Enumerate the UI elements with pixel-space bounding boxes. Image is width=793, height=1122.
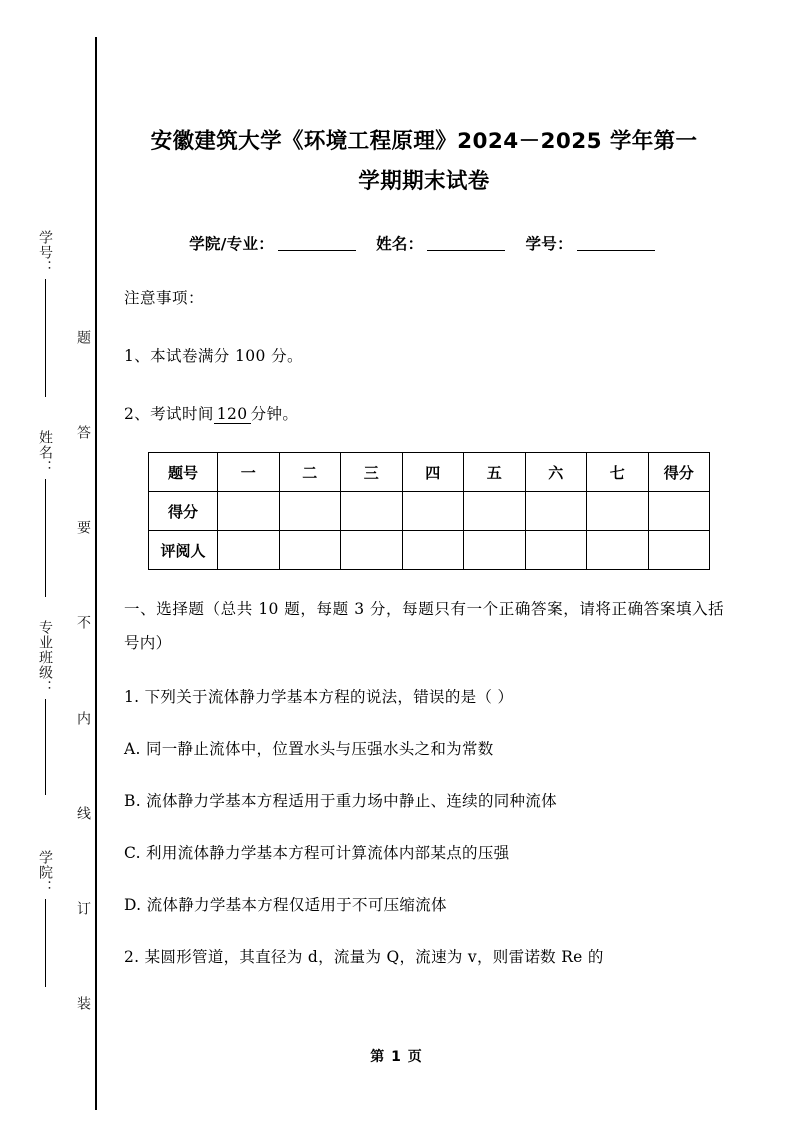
table-row xyxy=(149,492,710,531)
question-section-title: 一、选择题（总共 10 题，每题 3 分，每题只有一个正确答案，请将正确答案填入括号内） xyxy=(124,600,724,652)
binding-field-college[interactable] xyxy=(28,850,62,987)
student-id-input[interactable] xyxy=(577,250,655,251)
binding-field-label: 专业班级： xyxy=(37,620,53,695)
score-table-cell[interactable] xyxy=(525,492,587,531)
page-title-line-1: 安徽建筑大学《环境工程原理》2024－2025 学年第一 xyxy=(150,129,698,154)
binding-margin xyxy=(0,0,100,1122)
binding-field-label: 姓名： xyxy=(37,430,53,475)
binding-field-label: 学院： xyxy=(37,850,53,895)
score-table-cell: 得分 xyxy=(648,453,710,492)
page-title xyxy=(124,0,724,202)
notice-duration-value: 120 xyxy=(214,405,251,424)
binding-inner-char: 内 xyxy=(75,710,91,725)
binding-inner-char: 不 xyxy=(75,615,91,630)
score-table-cell[interactable] xyxy=(648,492,710,531)
binding-inner-char: 线 xyxy=(75,805,91,820)
notice-item-duration xyxy=(124,366,724,424)
exam-content xyxy=(124,0,724,972)
binding-inner-char: 答 xyxy=(75,425,91,440)
name-label: 姓名： xyxy=(376,235,424,253)
score-table-cell[interactable] xyxy=(218,531,280,570)
college-major-input[interactable] xyxy=(278,250,356,251)
score-table-row-header: 题号 xyxy=(149,453,218,492)
score-table-cell[interactable] xyxy=(464,531,526,570)
question-stem-1: 1. 下列关于流体静力学基本方程的说法，错误的是（ ） xyxy=(124,688,514,706)
binding-field-student-id[interactable] xyxy=(28,230,62,397)
table-row xyxy=(149,453,710,492)
score-table-cell[interactable] xyxy=(587,492,649,531)
question-1-option-d[interactable]: D. 流体静力学基本方程仅适用于不可压缩流体 xyxy=(124,896,447,914)
binding-field-label: 学号： xyxy=(37,230,53,275)
score-table-cell: 三 xyxy=(341,453,403,492)
table-row xyxy=(149,531,710,570)
student-id-label: 学号： xyxy=(525,235,573,253)
score-table-row-header: 评阅人 xyxy=(149,531,218,570)
score-table xyxy=(148,452,710,570)
questions-section xyxy=(124,592,724,972)
binding-field-fill-line xyxy=(45,479,46,597)
score-table-cell[interactable] xyxy=(341,492,403,531)
score-table-cell[interactable] xyxy=(464,492,526,531)
name-input[interactable] xyxy=(427,250,505,251)
question-1-option-c[interactable]: C. 利用流体静力学基本方程可计算流体内部某点的压强 xyxy=(124,844,510,862)
binding-field-fill-line xyxy=(45,699,46,795)
score-table-cell[interactable] xyxy=(341,531,403,570)
score-table-cell: 一 xyxy=(218,453,280,492)
question-stem-2: 2. 某圆形管道，其直径为 d，流量为 Q，流速为 v，则雷诺数 Re 的 xyxy=(124,948,604,966)
score-table-cell: 五 xyxy=(464,453,526,492)
score-table-cell[interactable] xyxy=(218,492,280,531)
binding-field-fill-line xyxy=(45,279,46,397)
question-1-option-b[interactable]: B. 流体静力学基本方程适用于重力场中静止、连续的同种流体 xyxy=(124,792,557,810)
score-table-container xyxy=(124,452,724,570)
score-table-cell: 六 xyxy=(525,453,587,492)
binding-field-fill-line xyxy=(45,899,46,987)
score-table-cell[interactable] xyxy=(587,531,649,570)
binding-inner-char: 题 xyxy=(75,330,91,344)
score-table-cell[interactable] xyxy=(279,492,341,531)
question-1-option-a[interactable]: A. 同一静止流体中，位置水头与压强水头之和为常数 xyxy=(124,740,494,758)
binding-field-name[interactable] xyxy=(28,430,62,597)
score-table-cell: 四 xyxy=(402,453,464,492)
score-table-cell: 七 xyxy=(587,453,649,492)
identity-fields-row xyxy=(124,232,724,254)
binding-field-class[interactable] xyxy=(28,620,62,795)
binding-inner-char: 订 xyxy=(75,900,91,915)
notice-heading: 注意事项： xyxy=(124,289,205,307)
score-table-cell[interactable] xyxy=(648,531,710,570)
binding-inner-char: 装 xyxy=(75,995,91,1010)
notice-item-total-score: 1、本试卷满分 100 分。 xyxy=(124,347,303,365)
score-table-cell[interactable] xyxy=(279,531,341,570)
page-title-line-2: 学期期末试卷 xyxy=(358,169,490,194)
notice-duration-prefix: 2、考试时间 xyxy=(124,405,214,423)
score-table-row-header: 得分 xyxy=(149,492,218,531)
page-footer xyxy=(0,1046,793,1066)
score-table-cell[interactable] xyxy=(525,531,587,570)
binding-inner-char: 要 xyxy=(75,520,91,535)
college-major-label: 学院/专业： xyxy=(189,235,275,253)
score-table-cell[interactable] xyxy=(402,492,464,531)
binding-inner-column xyxy=(70,330,96,1010)
score-table-cell[interactable] xyxy=(402,531,464,570)
binding-outer-column xyxy=(28,230,62,990)
notice-duration-suffix: 分钟。 xyxy=(250,405,299,423)
page-number: 第 1 页 xyxy=(370,1049,423,1065)
score-table-cell: 二 xyxy=(279,453,341,492)
